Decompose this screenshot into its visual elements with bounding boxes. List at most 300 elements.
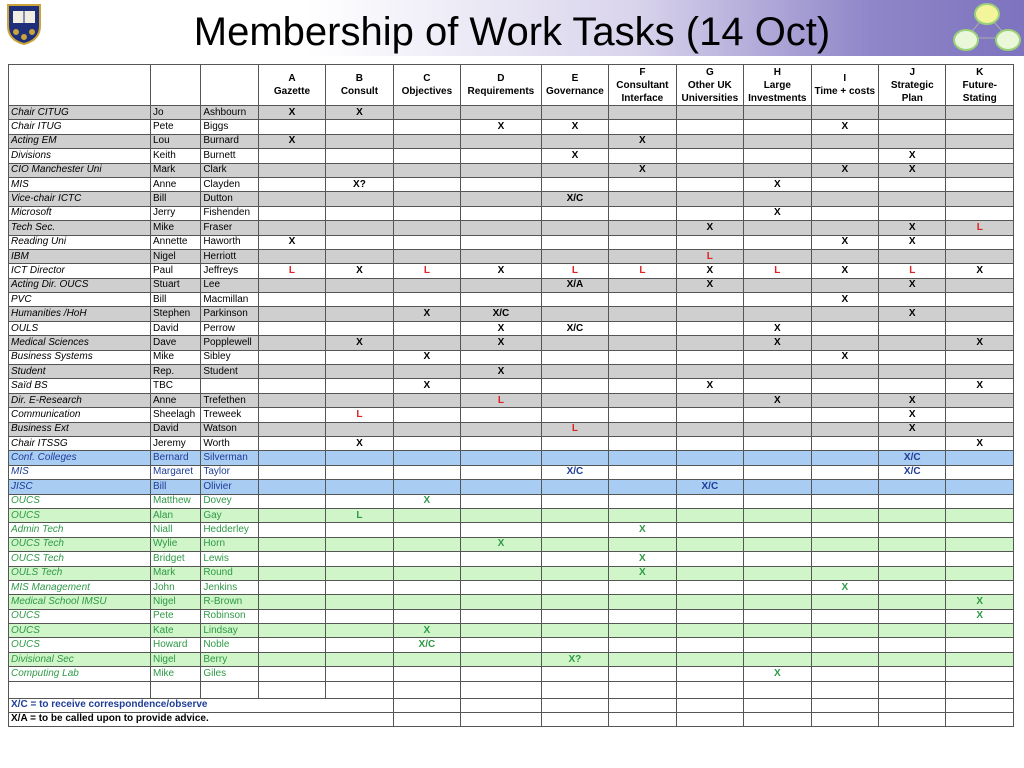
table-row (9, 235, 1014, 249)
mark-cell: X/C (879, 465, 946, 479)
mark-cell: X (676, 221, 743, 235)
role-cell: Acting EM (9, 134, 151, 148)
mark-cell (946, 192, 1014, 206)
mark-cell (879, 321, 946, 335)
table-row (9, 465, 1014, 479)
mark-cell: X (744, 177, 811, 191)
last-name-cell: Worth (201, 436, 258, 450)
mark-cell (326, 566, 393, 580)
mark-cell (326, 235, 393, 249)
mark-cell: X (946, 379, 1014, 393)
table-row (9, 192, 1014, 206)
mark-cell (258, 480, 325, 494)
mark-cell (744, 249, 811, 263)
mark-cell (676, 609, 743, 623)
mark-cell (393, 106, 460, 120)
mark-cell: X (676, 379, 743, 393)
last-name-cell: Haworth (201, 235, 258, 249)
role-cell: Student (9, 365, 151, 379)
first-name-cell: Dave (150, 336, 200, 350)
mark-cell (811, 134, 878, 148)
mark-cell: L (541, 422, 608, 436)
mark-cell (541, 580, 608, 594)
mark-cell: X (879, 149, 946, 163)
mark-cell (609, 177, 676, 191)
mark-cell (946, 365, 1014, 379)
mark-cell (946, 235, 1014, 249)
mark-cell (811, 638, 878, 652)
mark-cell (811, 624, 878, 638)
mark-cell: X (811, 235, 878, 249)
mark-cell (811, 480, 878, 494)
mark-cell (946, 451, 1014, 465)
first-name-cell: Jo (150, 106, 200, 120)
mark-cell (744, 408, 811, 422)
mark-cell (811, 321, 878, 335)
mark-cell (258, 652, 325, 666)
mark-cell (811, 537, 878, 551)
mark-cell (946, 249, 1014, 263)
last-name-cell: Taylor (201, 465, 258, 479)
mark-cell (609, 465, 676, 479)
mark-cell (541, 307, 608, 321)
mark-cell (609, 106, 676, 120)
mark-cell (258, 537, 325, 551)
mark-cell (744, 537, 811, 551)
mark-cell (258, 638, 325, 652)
column-header (676, 65, 743, 106)
mark-cell (461, 177, 542, 191)
mark-cell (879, 552, 946, 566)
mark-cell (541, 350, 608, 364)
column-letter: K (976, 66, 984, 78)
mark-cell (879, 580, 946, 594)
mark-cell (744, 422, 811, 436)
last-name-cell: Watson (201, 422, 258, 436)
mark-cell (258, 580, 325, 594)
first-name-cell: Stuart (150, 278, 200, 292)
mark-cell: X (541, 149, 608, 163)
mark-cell (393, 149, 460, 163)
column-label: Strategic Plan (890, 79, 934, 104)
mark-cell (258, 249, 325, 263)
column-letter: B (355, 73, 364, 84)
mark-cell (811, 566, 878, 580)
mark-cell (461, 249, 542, 263)
mark-cell (676, 652, 743, 666)
role-cell: OULS Tech (9, 566, 151, 580)
mark-cell (393, 336, 460, 350)
blank-cell (609, 698, 676, 712)
role-cell: Communication (9, 408, 151, 422)
mark-cell (258, 149, 325, 163)
mark-cell (676, 465, 743, 479)
mark-cell (258, 523, 325, 537)
table-row (9, 537, 1014, 551)
first-name-cell: Mark (150, 163, 200, 177)
mark-cell (879, 537, 946, 551)
blank-cell (541, 698, 608, 712)
role-cell: Acting Dir. OUCS (9, 278, 151, 292)
blank-cell (461, 712, 542, 726)
last-name-cell: Hedderley (201, 523, 258, 537)
mark-cell (326, 149, 393, 163)
mark-cell (946, 508, 1014, 522)
mark-cell (946, 293, 1014, 307)
mark-cell (744, 580, 811, 594)
mark-cell (811, 667, 878, 681)
mark-cell (946, 120, 1014, 134)
blank-cell (393, 712, 460, 726)
role-cell: Divisional Sec (9, 652, 151, 666)
mark-cell (811, 523, 878, 537)
mark-cell (946, 667, 1014, 681)
mark-cell (541, 451, 608, 465)
role-cell: MIS (9, 177, 151, 191)
mark-cell (461, 552, 542, 566)
mark-cell (811, 379, 878, 393)
column-letter: A (288, 73, 296, 84)
mark-cell (258, 278, 325, 292)
mark-cell (326, 249, 393, 263)
first-name-cell: Mike (150, 667, 200, 681)
mark-cell (461, 106, 542, 120)
mark-cell (326, 221, 393, 235)
mark-cell (946, 149, 1014, 163)
mark-cell (541, 537, 608, 551)
last-name-cell: Lewis (201, 552, 258, 566)
table-row (9, 120, 1014, 134)
mark-cell (609, 321, 676, 335)
last-name-cell: Dutton (201, 192, 258, 206)
mark-cell (393, 163, 460, 177)
mark-cell (811, 552, 878, 566)
mark-cell: X/C (541, 192, 608, 206)
mark-cell (393, 192, 460, 206)
mark-cell (461, 667, 542, 681)
first-name-cell: Howard (150, 638, 200, 652)
mark-cell (461, 436, 542, 450)
mark-cell (461, 192, 542, 206)
mark-cell (393, 652, 460, 666)
role-cell: OUCS (9, 609, 151, 623)
table-row (9, 652, 1014, 666)
mark-cell (811, 508, 878, 522)
table-row (9, 206, 1014, 220)
mark-cell (326, 206, 393, 220)
mark-cell (811, 652, 878, 666)
mark-cell (326, 379, 393, 393)
table-row (9, 177, 1014, 191)
mark-cell (879, 595, 946, 609)
table-row (9, 149, 1014, 163)
mark-cell (609, 192, 676, 206)
last-name-cell: Lee (201, 278, 258, 292)
table-row (9, 278, 1014, 292)
blank-cell (541, 712, 608, 726)
column-label: Requirements (467, 86, 535, 97)
mark-cell: X (326, 264, 393, 278)
mark-cell (744, 609, 811, 623)
first-name-cell: Sheelagh (150, 408, 200, 422)
mark-cell (258, 508, 325, 522)
mark-cell: X (811, 264, 878, 278)
mark-cell (744, 465, 811, 479)
mark-cell: X (744, 206, 811, 220)
mark-cell (393, 221, 460, 235)
mark-cell: X/C (461, 307, 542, 321)
mark-cell (946, 350, 1014, 364)
role-cell: MIS Management (9, 580, 151, 594)
mark-cell (744, 106, 811, 120)
blank-cell (879, 712, 946, 726)
last-name-cell: Perrow (201, 321, 258, 335)
mark-cell (541, 667, 608, 681)
mark-cell: X? (326, 177, 393, 191)
blank-cell (744, 681, 811, 698)
mark-cell (258, 350, 325, 364)
first-name-cell: TBC (150, 379, 200, 393)
mark-cell (461, 278, 542, 292)
role-cell: JISC (9, 480, 151, 494)
last-name-cell: Ashbourn (201, 106, 258, 120)
mark-cell (676, 451, 743, 465)
mark-cell (461, 566, 542, 580)
mark-cell (609, 580, 676, 594)
mark-cell: X (946, 595, 1014, 609)
mark-cell (676, 321, 743, 335)
mark-cell (326, 451, 393, 465)
mark-cell (609, 480, 676, 494)
mark-cell (811, 494, 878, 508)
column-label: Consult (340, 86, 379, 97)
table-row (9, 609, 1014, 623)
last-name-cell: Burnard (201, 134, 258, 148)
mark-cell (541, 221, 608, 235)
first-name-cell: Keith (150, 149, 200, 163)
mark-cell (461, 595, 542, 609)
table-row (9, 293, 1014, 307)
mark-cell (811, 206, 878, 220)
first-name-cell: Jeremy (150, 436, 200, 450)
mark-cell (946, 307, 1014, 321)
first-name-cell: Kate (150, 624, 200, 638)
mark-cell: X (461, 120, 542, 134)
mark-cell (609, 278, 676, 292)
mark-cell (609, 336, 676, 350)
mark-cell (609, 221, 676, 235)
mark-cell: X/A (541, 278, 608, 292)
last-name-cell: Treweek (201, 408, 258, 422)
mark-cell (609, 350, 676, 364)
mark-cell (541, 163, 608, 177)
last-name-cell: Fraser (201, 221, 258, 235)
first-name-cell: Nigel (150, 249, 200, 263)
mark-cell (609, 149, 676, 163)
column-letter: H (773, 66, 781, 78)
mark-cell (326, 120, 393, 134)
mark-cell (744, 307, 811, 321)
mark-cell (744, 235, 811, 249)
column-header (258, 65, 325, 106)
mark-cell (609, 422, 676, 436)
mark-cell (258, 408, 325, 422)
mark-cell (676, 336, 743, 350)
mark-cell: L (326, 408, 393, 422)
mark-cell (676, 595, 743, 609)
mark-cell (946, 580, 1014, 594)
column-header (393, 65, 460, 106)
mark-cell (461, 494, 542, 508)
role-cell: Saïd BS (9, 379, 151, 393)
mark-cell: X (879, 221, 946, 235)
mark-cell (393, 566, 460, 580)
mark-cell (879, 638, 946, 652)
role-cell: OULS (9, 321, 151, 335)
mark-cell (811, 278, 878, 292)
table-row (9, 134, 1014, 148)
table-row (9, 350, 1014, 364)
mark-cell (879, 624, 946, 638)
first-name-cell: John (150, 580, 200, 594)
mark-cell: X (879, 408, 946, 422)
mark-cell (461, 206, 542, 220)
role-cell: Tech Sec. (9, 221, 151, 235)
last-name-cell: Horn (201, 537, 258, 551)
mark-cell (258, 321, 325, 335)
page-title: Membership of Work Tasks (14 Oct) (193, 10, 831, 54)
mark-cell (811, 609, 878, 623)
mark-cell: X (326, 336, 393, 350)
mark-cell (326, 652, 393, 666)
table-row (9, 638, 1014, 652)
mark-cell (676, 408, 743, 422)
mark-cell (744, 221, 811, 235)
mark-cell: X (676, 264, 743, 278)
mark-cell (811, 422, 878, 436)
mark-cell: X/C (541, 321, 608, 335)
mark-cell (811, 177, 878, 191)
mark-cell (541, 624, 608, 638)
mark-cell (609, 494, 676, 508)
mark-cell (393, 609, 460, 623)
mark-cell (609, 667, 676, 681)
mark-cell (326, 624, 393, 638)
mark-cell (879, 120, 946, 134)
table-row (9, 321, 1014, 335)
mark-cell (393, 552, 460, 566)
first-name-cell: Bill (150, 192, 200, 206)
column-label: Objectives (401, 86, 453, 97)
mark-cell: X (946, 336, 1014, 350)
mark-cell (946, 106, 1014, 120)
first-name-cell: Nigel (150, 595, 200, 609)
role-cell: Medical Sciences (9, 336, 151, 350)
mark-cell (326, 134, 393, 148)
mark-cell (393, 321, 460, 335)
mark-cell (676, 134, 743, 148)
column-label: Consultant Interface (616, 79, 669, 104)
mark-cell: X (609, 523, 676, 537)
last-name-cell: Lindsay (201, 624, 258, 638)
table-row (9, 379, 1014, 393)
mark-cell (461, 624, 542, 638)
table-row (9, 264, 1014, 278)
mark-cell (676, 552, 743, 566)
mark-cell (609, 451, 676, 465)
mark-cell (676, 163, 743, 177)
mark-cell: X (326, 106, 393, 120)
mark-cell (676, 422, 743, 436)
last-name-cell: Parkinson (201, 307, 258, 321)
last-name-cell: Dovey (201, 494, 258, 508)
column-header (744, 65, 811, 106)
mark-cell (393, 480, 460, 494)
mark-cell (541, 480, 608, 494)
mark-cell: X (811, 580, 878, 594)
first-name-cell: Annette (150, 235, 200, 249)
mark-cell (676, 436, 743, 450)
mark-cell (676, 206, 743, 220)
mark-cell (609, 537, 676, 551)
last-name-cell: Popplewell (201, 336, 258, 350)
column-letter: I (843, 73, 847, 84)
mark-cell (879, 379, 946, 393)
mark-cell (744, 523, 811, 537)
mark-cell (326, 350, 393, 364)
mark-cell (258, 379, 325, 393)
last-name-cell: Berry (201, 652, 258, 666)
mark-cell (879, 350, 946, 364)
mark-cell (461, 508, 542, 522)
mark-cell (541, 177, 608, 191)
last-name-cell: Robinson (201, 609, 258, 623)
mark-cell (879, 106, 946, 120)
mark-cell (946, 422, 1014, 436)
first-name-cell: Matthew (150, 494, 200, 508)
mark-cell (393, 120, 460, 134)
mark-cell (258, 494, 325, 508)
mark-cell: L (946, 221, 1014, 235)
role-cell: Humanities /HoH (9, 307, 151, 321)
mark-cell (541, 336, 608, 350)
role-cell: Vice-chair ICTC (9, 192, 151, 206)
table-row (9, 508, 1014, 522)
first-name-cell: Jerry (150, 206, 200, 220)
mark-cell (326, 365, 393, 379)
mark-cell (393, 249, 460, 263)
mark-cell (744, 120, 811, 134)
header-row (9, 65, 1014, 106)
mark-cell (879, 365, 946, 379)
last-name-cell: Macmillan (201, 293, 258, 307)
mark-cell (879, 177, 946, 191)
role-cell: OUCS (9, 494, 151, 508)
first-name-cell: Margaret (150, 465, 200, 479)
last-name-cell: Fishenden (201, 206, 258, 220)
mark-cell (326, 293, 393, 307)
mark-cell (541, 595, 608, 609)
table-row (9, 393, 1014, 407)
first-name-cell: Wylie (150, 537, 200, 551)
mark-cell (609, 307, 676, 321)
mark-cell (946, 494, 1014, 508)
mark-cell (676, 120, 743, 134)
mark-cell: X (258, 235, 325, 249)
mark-cell (258, 393, 325, 407)
last-name-cell: Gay (201, 508, 258, 522)
mark-cell (393, 523, 460, 537)
